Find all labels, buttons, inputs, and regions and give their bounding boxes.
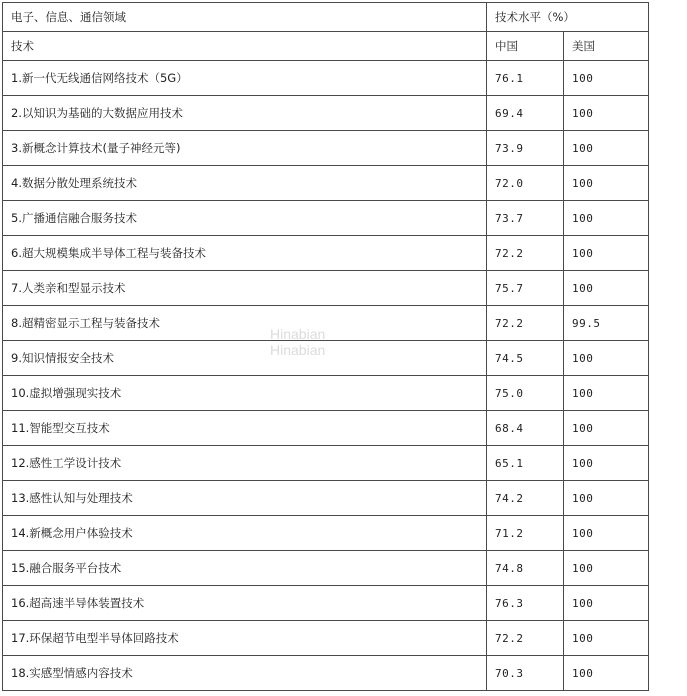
usa-value-cell: 100 [564, 481, 649, 516]
china-value-cell: 76.3 [487, 586, 564, 621]
table-row [3, 61, 649, 96]
china-value-cell: 72.2 [487, 236, 564, 271]
tech-cell: 1.新一代无线通信网络技术（5G） [3, 61, 487, 96]
usa-value-cell: 100 [564, 341, 649, 376]
china-value-cell: 71.2 [487, 516, 564, 551]
china-value-cell: 75.7 [487, 271, 564, 306]
usa-value-cell: 100 [564, 586, 649, 621]
table-row [3, 341, 649, 376]
tech-cell: 13.感性认知与处理技术 [3, 481, 487, 516]
watermark-line-2: Hinabian [270, 342, 326, 358]
table-row [3, 586, 649, 621]
header-row-2 [3, 32, 649, 61]
technology-comparison-table [2, 2, 649, 691]
table-row [3, 551, 649, 586]
china-value-cell: 72.0 [487, 166, 564, 201]
tech-cell: 14.新概念用户体验技术 [3, 516, 487, 551]
table-row [3, 481, 649, 516]
tech-cell: 7.人类亲和型显示技术 [3, 271, 487, 306]
tech-cell: 10.虚拟增强现实技术 [3, 376, 487, 411]
usa-value-cell: 100 [564, 376, 649, 411]
china-value-cell: 74.8 [487, 551, 564, 586]
usa-value-cell: 99.5 [564, 306, 649, 341]
table-row [3, 201, 649, 236]
table-row [3, 621, 649, 656]
usa-value-cell: 100 [564, 621, 649, 656]
tech-cell: 9.知识情报安全技术 [3, 341, 487, 376]
usa-value-cell: 100 [564, 96, 649, 131]
china-value-cell: 69.4 [487, 96, 564, 131]
china-value-cell: 70.3 [487, 656, 564, 691]
table-row [3, 446, 649, 481]
china-value-cell: 75.0 [487, 376, 564, 411]
tech-cell: 2.以知识为基础的大数据应用技术 [3, 96, 487, 131]
tech-cell: 11.智能型交互技术 [3, 411, 487, 446]
table-row [3, 306, 649, 341]
tech-cell: 18.实感型情感内容技术 [3, 656, 487, 691]
watermark-line-1: Hinabian [270, 326, 326, 342]
table-row [3, 271, 649, 306]
usa-value-cell: 100 [564, 61, 649, 96]
tech-cell: 6.超大规模集成半导体工程与装备技术 [3, 236, 487, 271]
table-row [3, 656, 649, 691]
tech-cell: 4.数据分散处理系统技术 [3, 166, 487, 201]
tech-header: 技术 [3, 32, 487, 61]
usa-value-cell: 100 [564, 656, 649, 691]
usa-value-cell: 100 [564, 201, 649, 236]
usa-value-cell: 100 [564, 166, 649, 201]
usa-value-cell: 100 [564, 516, 649, 551]
china-value-cell: 68.4 [487, 411, 564, 446]
china-value-cell: 74.5 [487, 341, 564, 376]
tech-cell: 8.超精密显示工程与装备技术 [3, 306, 487, 341]
table-row [3, 131, 649, 166]
table-row [3, 411, 649, 446]
tech-cell: 5.广播通信融合服务技术 [3, 201, 487, 236]
tech-cell: 3.新概念计算技术(量子神经元等) [3, 131, 487, 166]
usa-value-cell: 100 [564, 446, 649, 481]
header-row-1 [3, 3, 649, 32]
china-value-cell: 73.9 [487, 131, 564, 166]
usa-value-cell: 100 [564, 236, 649, 271]
table-row [3, 516, 649, 551]
table-row [3, 376, 649, 411]
tech-cell: 17.环保超节电型半导体回路技术 [3, 621, 487, 656]
china-value-cell: 72.2 [487, 621, 564, 656]
china-value-cell: 76.1 [487, 61, 564, 96]
table-row [3, 166, 649, 201]
table-row [3, 236, 649, 271]
china-header: 中国 [487, 32, 564, 61]
china-value-cell: 74.2 [487, 481, 564, 516]
china-value-cell: 73.7 [487, 201, 564, 236]
table-row [3, 96, 649, 131]
china-value-cell: 65.1 [487, 446, 564, 481]
usa-header: 美国 [564, 32, 649, 61]
usa-value-cell: 100 [564, 131, 649, 166]
domain-header: 电子、信息、通信领域 [3, 3, 487, 32]
tech-cell: 15.融合服务平台技术 [3, 551, 487, 586]
usa-value-cell: 100 [564, 411, 649, 446]
tech-cell: 12.感性工学设计技术 [3, 446, 487, 481]
tech-cell: 16.超高速半导体装置技术 [3, 586, 487, 621]
usa-value-cell: 100 [564, 551, 649, 586]
level-header: 技术水平（%） [487, 3, 649, 32]
china-value-cell: 72.2 [487, 306, 564, 341]
usa-value-cell: 100 [564, 271, 649, 306]
